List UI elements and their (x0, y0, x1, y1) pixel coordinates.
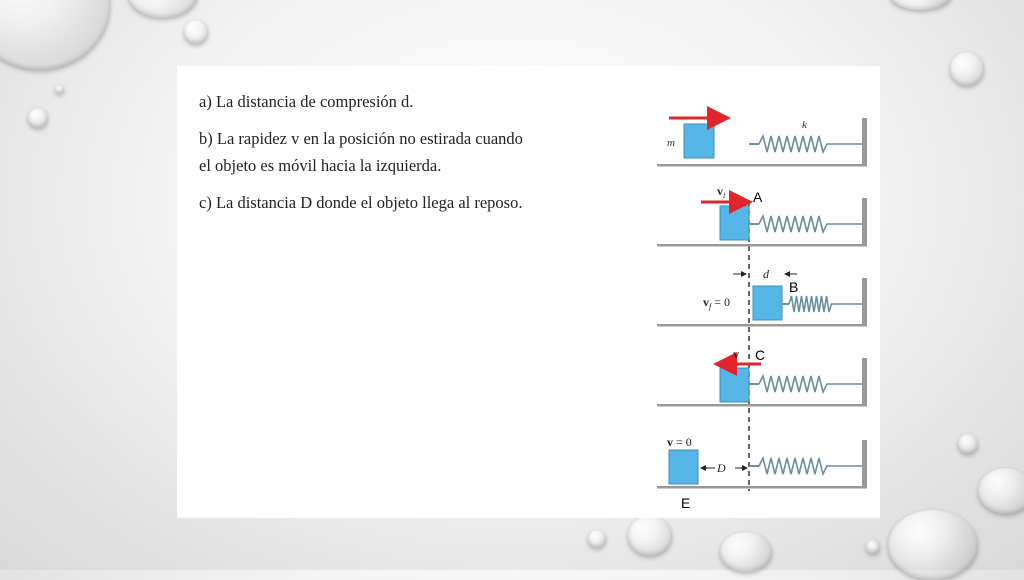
mass-label: m (667, 137, 675, 149)
water-drop-decoration (720, 532, 772, 572)
spring-block-figure (657, 106, 872, 516)
rest-velocity-label: v = 0 (667, 435, 692, 449)
question-a: a) La distancia de compresión d. (199, 92, 414, 111)
wall (862, 198, 867, 246)
ground (657, 486, 867, 489)
question-b (199, 125, 619, 179)
water-drop-decoration (950, 52, 984, 86)
water-drop-decoration (128, 0, 198, 18)
spring (759, 136, 862, 152)
spring (759, 216, 862, 232)
block (753, 286, 782, 320)
block (720, 206, 749, 240)
water-drop-decoration (0, 0, 110, 70)
water-drop-decoration (28, 108, 48, 128)
water-drop-decoration (978, 468, 1024, 514)
water-drop-decoration (958, 434, 978, 454)
panel-5 (657, 435, 867, 511)
question-c: c) La distancia D donde el objeto llega al reposo. (199, 193, 523, 212)
question-b-line2: el objeto es móvil hacia la izquierda. (199, 156, 442, 175)
handwritten-A: A (753, 189, 763, 205)
ground (657, 324, 867, 327)
water-drop-decoration (890, 0, 952, 10)
wall (862, 118, 867, 166)
handwritten-C: C (755, 347, 766, 363)
wall (862, 358, 867, 406)
slide-content (177, 66, 880, 518)
panel-1 (657, 118, 867, 167)
spring (759, 376, 862, 392)
ground (657, 244, 867, 247)
ground (657, 404, 867, 407)
initial-velocity-label: $v_i$ (717, 184, 726, 200)
spring-compressed (789, 296, 862, 312)
ground (657, 164, 867, 167)
handwritten-B: B (789, 279, 799, 295)
question-b-line1: b) La rapidez v en la posición no estirada cuando (199, 129, 523, 148)
compression-d-label: d (763, 267, 769, 281)
question-list (199, 88, 619, 226)
water-drop-decoration (628, 516, 672, 556)
distance-D-label: D (717, 461, 726, 475)
panel-4 (657, 347, 867, 407)
panel-2 (657, 184, 867, 247)
water-drop-decoration (866, 540, 880, 554)
water-drop-decoration (55, 85, 64, 94)
wall (862, 278, 867, 326)
handwritten-E: E (681, 495, 691, 511)
velocity-label: v (733, 347, 739, 361)
spring (759, 458, 862, 474)
block (720, 368, 749, 402)
water-drop-decoration (184, 20, 208, 44)
block (684, 124, 714, 158)
wall (862, 440, 867, 488)
block (669, 450, 698, 484)
water-drop-decoration (588, 530, 606, 548)
spring-constant-label: k (802, 119, 807, 131)
final-velocity-label: $v_f = 0$ (703, 295, 731, 311)
panel-3 (657, 267, 867, 327)
